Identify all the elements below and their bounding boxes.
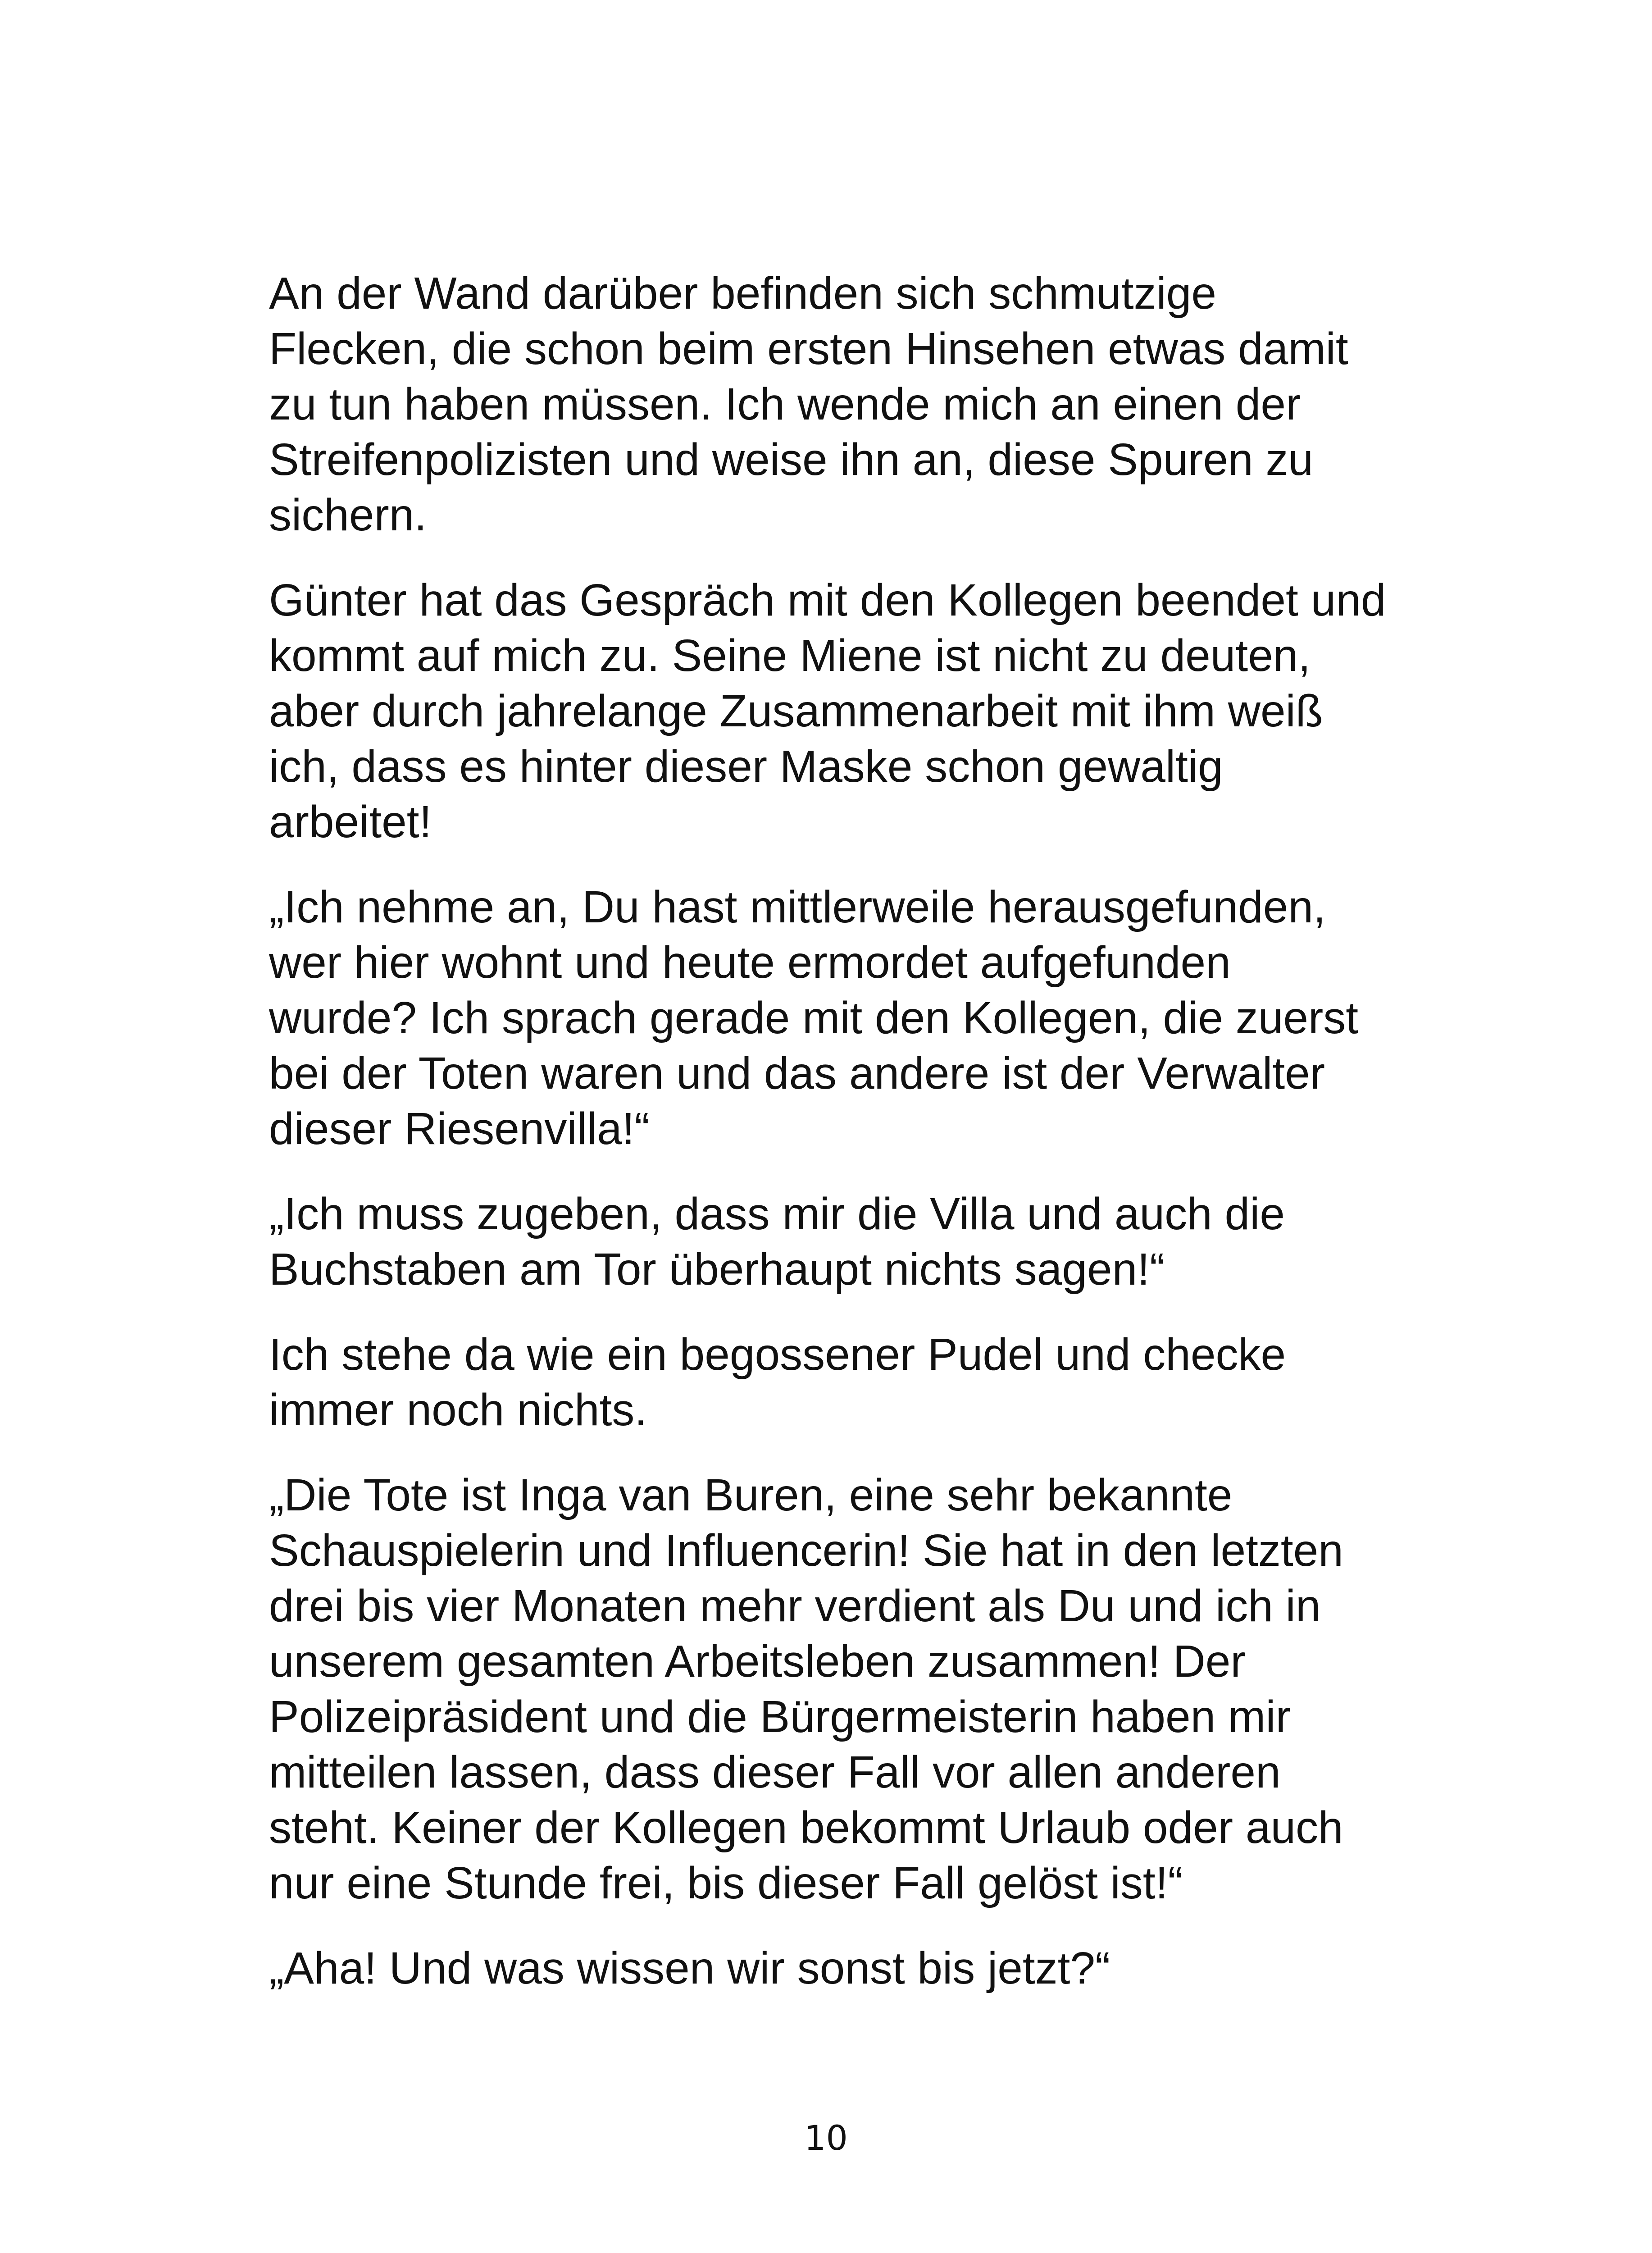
text-line: nur eine Stunde frei, bis dieser Fall gelöst ist!“ <box>269 1858 1183 1908</box>
paragraph <box>269 1186 1422 1297</box>
paragraph <box>269 266 1422 543</box>
text-line: dieser Riesenvilla!“ <box>269 1104 650 1154</box>
text-line: Streifenpolizisten und weise ihn an, diese Spuren zu <box>269 434 1314 485</box>
text-line: „Ich muss zugeben, dass mir die Villa und auch die <box>269 1189 1285 1239</box>
text-line: kommt auf mich zu. Seine Miene ist nicht zu deuten, <box>269 630 1311 681</box>
text-line: sichern. <box>269 490 427 540</box>
text-line: unserem gesamten Arbeitsleben zusammen! Der <box>269 1636 1246 1687</box>
text-line: bei der Toten waren und das andere ist der Verwalter <box>269 1048 1325 1099</box>
paragraph <box>269 573 1422 850</box>
text-line: „Ich nehme an, Du hast mittlerweile herausgefunden, <box>269 882 1326 932</box>
paragraph <box>269 1941 1422 1996</box>
text-line: wer hier wohnt und heute ermordet aufgefunden <box>269 937 1231 988</box>
text-line: wurde? Ich sprach gerade mit den Kollegen, die zuerst <box>269 993 1359 1043</box>
text-line: „Aha! Und was wissen wir sonst bis jetzt?“ <box>269 1943 1110 1993</box>
text-line: zu tun haben müssen. Ich wende mich an einen der <box>269 379 1301 429</box>
text-line: ich, dass es hinter dieser Maske schon gewaltig <box>269 741 1223 792</box>
text-line: drei bis vier Monaten mehr verdient als Du und ich in <box>269 1581 1321 1631</box>
page-number: 10 <box>804 2118 848 2158</box>
text-line: aber durch jahrelange Zusammenarbeit mit ihm weiß <box>269 686 1323 736</box>
text-line: Ich stehe da wie ein begossener Pudel und checke <box>269 1329 1286 1380</box>
text-line: Schauspielerin und Influencerin! Sie hat in den letzten <box>269 1525 1343 1576</box>
text-line: Polizeipräsident und die Bürgermeisterin haben mir <box>269 1692 1291 1742</box>
paragraph <box>269 1327 1422 1438</box>
text-line: Buchstaben am Tor überhaupt nichts sagen!“ <box>269 1244 1165 1295</box>
body-text <box>269 266 1422 2026</box>
text-line: immer noch nichts. <box>269 1385 647 1435</box>
text-line: „Die Tote ist Inga van Buren, eine sehr bekannte <box>269 1470 1233 1520</box>
text-line: steht. Keiner der Kollegen bekommt Urlaub oder auch <box>269 1802 1343 1853</box>
text-line: Günter hat das Gespräch mit den Kollegen beendet und <box>269 575 1386 625</box>
paragraph <box>269 1468 1422 1911</box>
text-line: arbeitet! <box>269 797 432 847</box>
text-line: An der Wand darüber befinden sich schmutzige <box>269 268 1217 319</box>
text-line: mitteilen lassen, dass dieser Fall vor allen anderen <box>269 1747 1281 1797</box>
paragraph <box>269 880 1422 1157</box>
text-line: Flecken, die schon beim ersten Hinsehen etwas damit <box>269 324 1348 374</box>
